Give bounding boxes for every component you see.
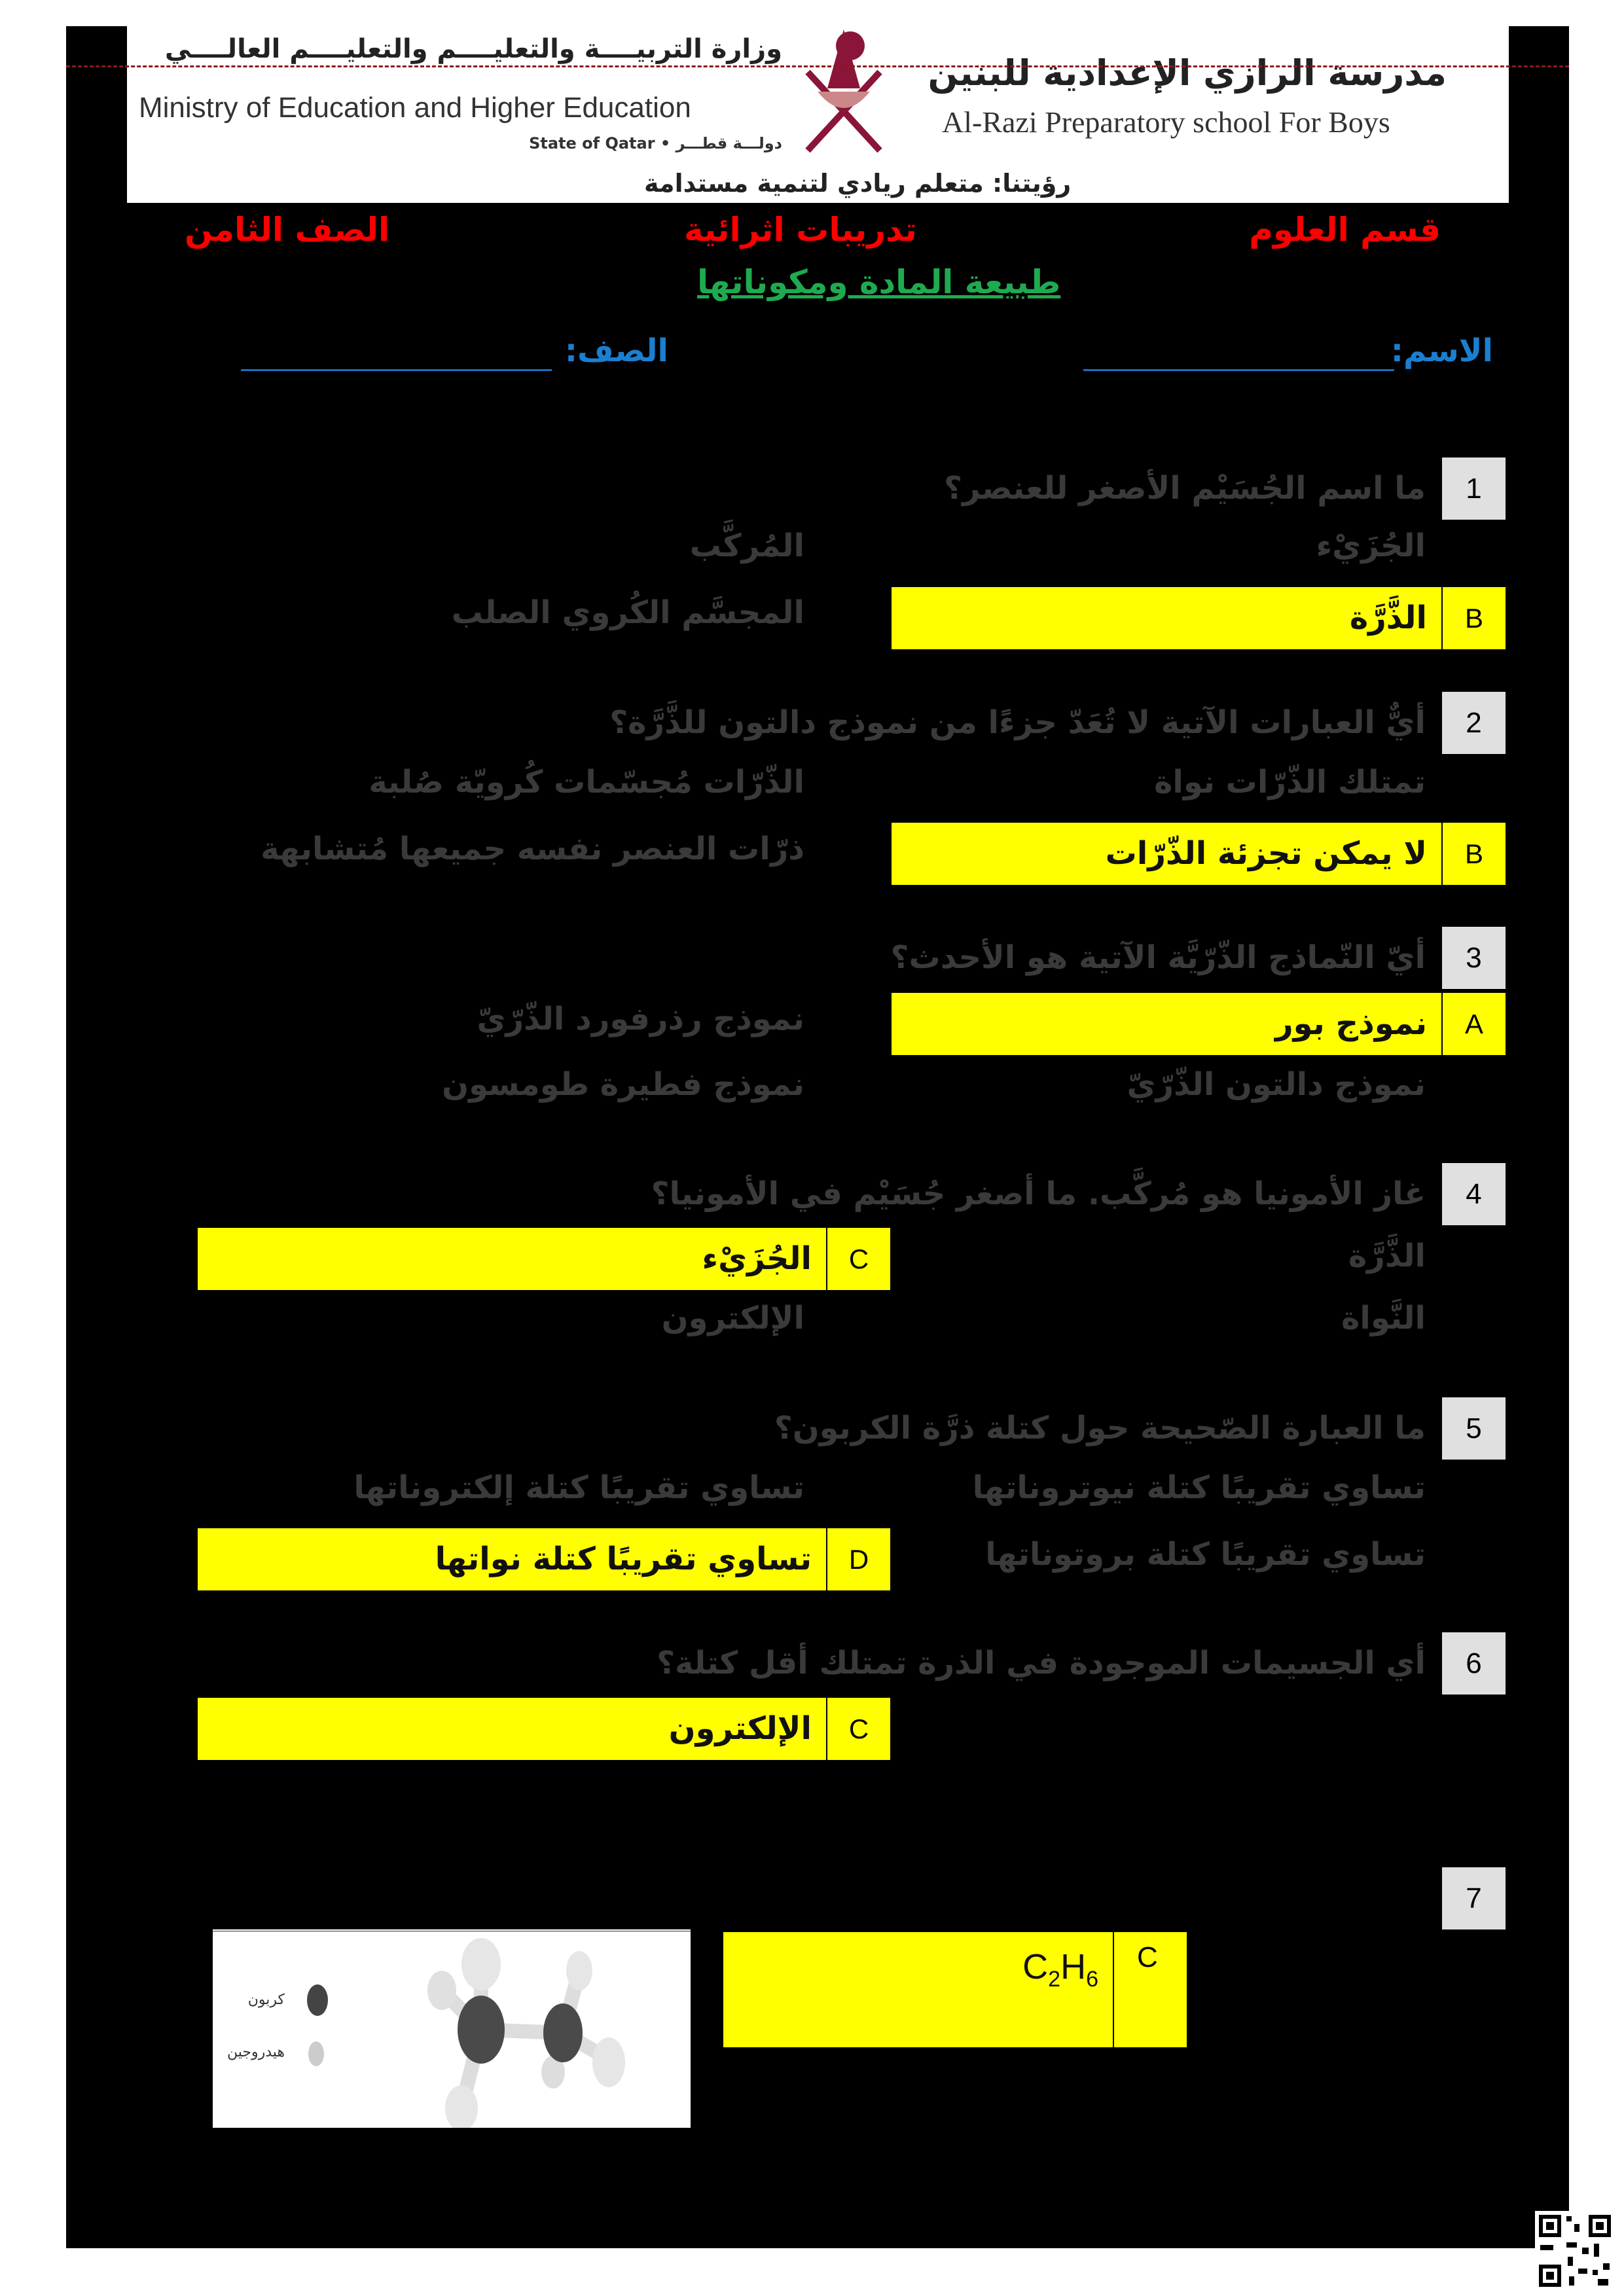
formula-hydrogen: H <box>1060 1947 1087 1986</box>
option[interactable]: نموذج دالتون الذّرّيّ <box>1127 1066 1426 1103</box>
answer-formula <box>1022 1946 1098 1992</box>
cell-divider <box>1113 1932 1114 2047</box>
formula-carbon: C <box>1022 1947 1049 1986</box>
class-field[interactable] <box>241 369 552 371</box>
answer-highlight[interactable] <box>198 1228 890 1290</box>
option[interactable]: النَّواة <box>1341 1300 1426 1336</box>
answer-highlight[interactable] <box>892 993 1506 1055</box>
ethane-molecule-figure <box>213 1929 691 2128</box>
school-name-ar: مدرسة الرازي الإعدادية للبنين <box>928 52 1447 94</box>
answer-text: تساوي تقريبًا كتلة نواتها <box>435 1541 812 1577</box>
question-number: 1 <box>1442 457 1506 520</box>
ministry-name-ar: وزارة التربيــــة والتعليــــم والتعليــــم العالــــي <box>164 34 782 64</box>
question-number: 3 <box>1442 927 1506 989</box>
answer-text: الجُزَيْء <box>702 1240 812 1277</box>
option[interactable]: ذرّات العنصر نفسه جميعها مُتشابهة <box>261 831 804 867</box>
legend-carbon: كربون <box>247 1992 285 2008</box>
question-text: غاز الأمونيا هو مُركَّب. ما أصغر جُسَيْم في الأمونيا؟ <box>651 1175 1426 1212</box>
question-text: أي الجسيمات الموجودة في الذرة تمتلك أقل كتلة؟ <box>657 1645 1426 1681</box>
qatar-emblem-icon <box>782 26 906 157</box>
question-text: أيّ النّماذج الذّرّيَّة الآتية هو الأحدث؟ <box>890 939 1426 976</box>
school-header <box>127 26 1509 203</box>
option[interactable]: تمتلك الذّرّات نواة <box>1154 764 1426 800</box>
topic-title: طبيعة المادة ومكوناتها <box>697 263 1061 301</box>
question-number: 5 <box>1442 1397 1506 1460</box>
option[interactable]: الجُزَيْء <box>1316 528 1426 564</box>
option[interactable]: تساوي تقريبًا كتلة نيوتروناتها <box>972 1469 1426 1506</box>
question-text: ما اسم الجُسَيْم الأصغر للعنصر؟ <box>944 470 1426 507</box>
answer-letter: C <box>826 1228 890 1290</box>
answer-letter: C <box>1137 1941 1158 1973</box>
option[interactable]: الذّرّات مُجسّمات كُرويّة صُلبة <box>369 764 804 800</box>
option[interactable]: نموذج فطيرة طومسون <box>442 1066 804 1103</box>
answer-letter: B <box>1441 587 1506 649</box>
formula-carbon-count: 2 <box>1048 1966 1061 1992</box>
answer-text: نموذج بور <box>1275 1005 1427 1042</box>
option[interactable]: الذَّرَّة <box>1348 1238 1426 1274</box>
answer-highlight[interactable] <box>198 1698 890 1760</box>
answer-letter: D <box>826 1528 890 1590</box>
name-field[interactable] <box>1083 369 1394 371</box>
answer-letter: A <box>1441 993 1506 1055</box>
qr-code-icon[interactable] <box>1535 2211 1615 2291</box>
question-text: أيٌّ العبارات الآتية لا تُعَدّ جزءًا من نموذج دالتون للذَّرَّة؟ <box>609 704 1426 741</box>
formula-hydrogen-count: 6 <box>1086 1966 1098 1992</box>
answer-highlight[interactable] <box>198 1528 890 1590</box>
ministry-name-en: Ministry of Education and Higher Education <box>139 92 691 124</box>
answer-text: الذَّرَّة <box>1349 600 1427 636</box>
answer-text: لا يمكن تجزئة الذّرّات <box>1105 835 1427 872</box>
option[interactable]: المجسَّم الكُروي الصلب <box>451 594 804 631</box>
school-vision: رؤيتنا: متعلم ريادي لتنمية مستدامة <box>644 169 1072 198</box>
school-name-en: Al-Razi Preparatory school For Boys <box>942 105 1390 139</box>
question-number: 4 <box>1442 1163 1506 1225</box>
grade-title: الصف الثامن <box>185 211 390 249</box>
legend-hydrogen: هيدروجين <box>226 2044 285 2060</box>
option[interactable]: نموذج رذرفورد الذّرّيّ <box>477 1001 804 1037</box>
name-label: الاسم: <box>1390 332 1493 369</box>
answer-highlight[interactable] <box>723 1932 1187 2047</box>
ethane-model-icon <box>213 1931 691 2128</box>
department-title: قسم العلوم <box>1249 211 1441 249</box>
class-label: الصف: <box>564 332 668 369</box>
answer-letter: C <box>826 1698 890 1760</box>
state-label: State of Qatar • دولـــة قطـــر <box>529 134 782 152</box>
answer-text: الإلكترون <box>668 1710 812 1747</box>
question-number: 2 <box>1442 692 1506 754</box>
question-text: ما العبارة الصّحيحة حول كتلة ذرَّة الكربون؟ <box>774 1410 1426 1446</box>
question-number: 7 <box>1442 1867 1506 1929</box>
activity-title: تدريبات اثرائية <box>684 211 917 249</box>
page-background <box>66 26 1569 2248</box>
header-divider <box>66 65 1569 67</box>
question-number: 6 <box>1442 1632 1506 1695</box>
option[interactable]: تساوي تقريبًا كتلة إلكتروناتها <box>353 1469 804 1506</box>
answer-letter: B <box>1441 823 1506 885</box>
option[interactable]: الإلكترون <box>661 1300 804 1336</box>
option[interactable]: تساوي تقريبًا كتلة بروتوناتها <box>985 1536 1426 1573</box>
answer-highlight[interactable] <box>892 823 1506 885</box>
answer-highlight[interactable] <box>892 587 1506 649</box>
option[interactable]: المُركَّب <box>689 528 804 564</box>
